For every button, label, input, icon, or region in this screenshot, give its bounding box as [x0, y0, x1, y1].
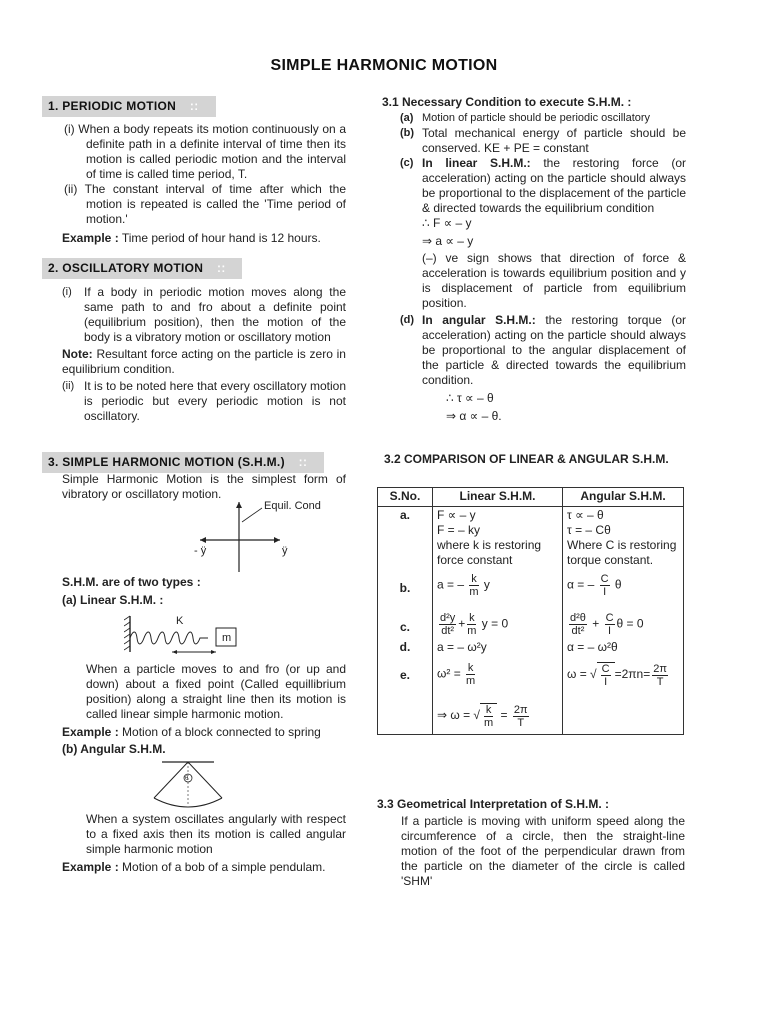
geometrical-text: If a particle is moving with uniform speed along the circumference of a circle, then the straight-line motion of the foot of the perpendicular drawn from the particle on the diameter of the circle is called 'SHM'	[401, 814, 685, 888]
angular-shm-text: When a system oscillates angularly with respect to a fixed axis then its motion is called angular simple harmonic motion	[86, 812, 346, 856]
dots-icon: ⁚⁚	[217, 264, 227, 274]
condition-a: (a) Motion of particle should be periodic oscillatory	[400, 112, 651, 124]
table-row: e. ω² = $\frac{k}{m}$ ω = √ $\frac{C}{I}$ =2πn= $\frac{2\pi}{T}$	[378, 656, 684, 697]
oscillatory-point-ii: (ii) It is to be noted here that every oscillatory motion is periodic but every periodic motion is not oscillatory.	[62, 379, 346, 423]
condition-c-eq1: ∴ F ∝ – y	[422, 216, 472, 230]
table-row: d. a = – ω²y α = – ω²θ	[378, 638, 684, 656]
geometrical-heading: 3.3 Geometrical Interpretation of S.H.M. :	[377, 797, 610, 811]
pointer-line	[242, 508, 262, 522]
necessary-conditions	[382, 95, 686, 424]
periodic-motion-body	[62, 122, 346, 246]
arrow-right-icon	[211, 650, 216, 654]
angular-omega-formula: ω = √ $\frac{C}{I}$ =2πn= $\frac{2\pi}{T}$	[563, 656, 684, 697]
condition-d-eq2: ⇒ α ∝ – θ.	[446, 409, 502, 423]
angular-accel-formula: α = – $\frac{C}{I}$ θ	[563, 569, 684, 608]
condition-d-eq1: ∴ τ ∝ – θ	[446, 391, 494, 405]
section-periodic-motion-heading	[42, 96, 216, 117]
arrow-left-icon	[172, 650, 177, 654]
theta-label: θ	[185, 776, 189, 782]
periodic-example	[62, 231, 346, 246]
dots-icon: ⁚⁚	[190, 102, 199, 112]
wall-hatch	[124, 616, 130, 650]
spring	[130, 632, 208, 644]
angular-diff-eq: $\frac{\text{d²θ}}{\text{dt²}}$ + $\frac{C}{I}$ θ = 0	[563, 608, 684, 638]
heading-text: 1. PERIODIC MOTION	[48, 99, 177, 113]
periodic-point-ii: (ii) The constant interval of time after which the motion is repeated is called the 'Time period of motion.'	[64, 182, 346, 226]
linear-shm-example: Example : Motion of a block connected to spring (b) Angular S.H.M.	[62, 725, 352, 757]
equilibrium-axes-figure	[190, 496, 340, 574]
col-angular: Angular S.H.M.	[563, 488, 684, 507]
table-row: a. F ∝ – y F = – ky where k is restoring force constant τ ∝ – θ τ = – Cθ Where C is restoring torque constant.	[378, 507, 684, 570]
linear-shm-heading: (a) Linear S.H.M. :	[62, 593, 164, 607]
spring-constant-label: K	[176, 615, 184, 627]
arrow-left-icon	[200, 537, 206, 543]
note-label: Note:	[62, 347, 93, 361]
oscillatory-note	[62, 347, 346, 377]
heading-text: 3. SIMPLE HARMONIC MOTION (S.H.M.)	[48, 455, 285, 469]
note-text: Resultant force acting on the particle is zero in equilibrium condition.	[62, 347, 346, 376]
condition-c-note: (–) ve sign shows that direction of force & acceleration is towards equilibrium position and y is displacement of particle from equilibrium position.	[422, 251, 686, 310]
section-oscillatory-motion-heading	[42, 258, 242, 279]
condition-c: (c) In linear S.H.M.: the restoring force (or acceleration) acting on the particle should always be proportional to the displacement of the particle & directed towards the equilibrium condition	[400, 156, 686, 215]
condition-c-eq2: ⇒ a ∝ – y	[422, 234, 474, 248]
table-row	[378, 697, 684, 735]
shm-types: S.H.M. are of two types : (a) Linear S.H.M. :	[62, 575, 346, 608]
y-dot-label: ÿ	[282, 545, 288, 557]
col-linear: Linear S.H.M.	[433, 488, 563, 507]
mass-label: m	[222, 632, 232, 644]
angular-shm-heading: (b) Angular S.H.M.	[62, 742, 166, 756]
arrow-right-icon	[274, 537, 280, 543]
example-text: Time period of hour hand is 12 hours.	[121, 231, 321, 245]
condition-d: (d) In angular S.H.M.: the restoring torque (or acceleration) acting on the particle should always be proportional to the angular displacement of the particle & directed towards the equilibrium condition.	[400, 313, 687, 387]
table-row: c. $\frac{\text{d²y}}{\text{dt²}}$ + $\frac{k}{m}$ y = 0 $\frac{\text{d²θ}}{\text{dt²}}$ + $\frac{C}{I}$ θ = 0	[378, 608, 684, 638]
oscillatory-motion-body	[62, 285, 346, 424]
pendulum-figure	[148, 758, 228, 810]
linear-omega-result: ⇒ ω = √ $\frac{k}{m}$ = $\frac{2\pi}{T}$	[433, 697, 563, 735]
comparison-table	[377, 487, 684, 735]
page-title: SIMPLE HARMONIC MOTION	[270, 57, 498, 74]
condition-b: (b) Total mechanical energy of particle should be conserved. KE + PE = constant	[400, 126, 686, 155]
col-sno: S.No.	[378, 488, 433, 507]
table-row: b. a = – $\frac{k}{m}$ y α = – $\frac{C}{I}$ θ	[378, 569, 684, 608]
angular-shm-example: Example : Motion of a bob of a simple pendulam.	[62, 860, 326, 874]
linear-shm-text: When a particle moves to and fro (or up and down) about a fixed point (Called equillibrium position) along a straight line then its motion is called linear simple harmonic motion.	[86, 662, 346, 721]
comparison-heading: 3.2 COMPARISON OF LINEAR & ANGULAR S.H.M.	[384, 452, 669, 466]
linear-diff-eq: $\frac{\text{d²y}}{\text{dt²}}$ + $\frac{k}{m}$ y = 0	[433, 608, 563, 638]
dots-icon: ⁚⁚	[298, 458, 308, 468]
geometrical-interpretation	[377, 797, 685, 889]
oscillatory-point-i: (i) If a body in periodic motion moves along the same path to and fro about a definite point (equilibrium position), then the motion of the body is a vibratory motion or oscillatory motion	[62, 285, 346, 344]
string-left	[154, 762, 188, 798]
shm-intro: Simple Harmonic Motion is the simplest form of vibratory or oscillatory motion.	[62, 472, 346, 501]
string-right	[188, 762, 222, 798]
section-shm-heading	[42, 452, 324, 473]
heading-text: 2. OSCILLATORY MOTION	[48, 261, 204, 275]
neg-y-dot-label: - ÿ	[194, 545, 207, 557]
necessary-conditions-heading: 3.1 Necessary Condition to execute S.H.M. :	[382, 95, 632, 109]
linear-accel-formula: a = – $\frac{k}{m}$ y	[433, 569, 563, 608]
periodic-point-i: (i) When a body repeats its motion continuously on a definite path in a definite interval of time then its motion is called periodic motion and the interval of time is called time period, T.	[64, 122, 346, 181]
arrow-up-icon	[236, 502, 242, 508]
example-label: Example :	[62, 231, 119, 245]
table-header-row	[378, 488, 684, 507]
equil-cond-label: Equil. Cond	[264, 500, 321, 512]
linear-omega-formula: ω² = $\frac{k}{m}$	[433, 656, 563, 697]
spring-block-figure	[124, 612, 250, 656]
